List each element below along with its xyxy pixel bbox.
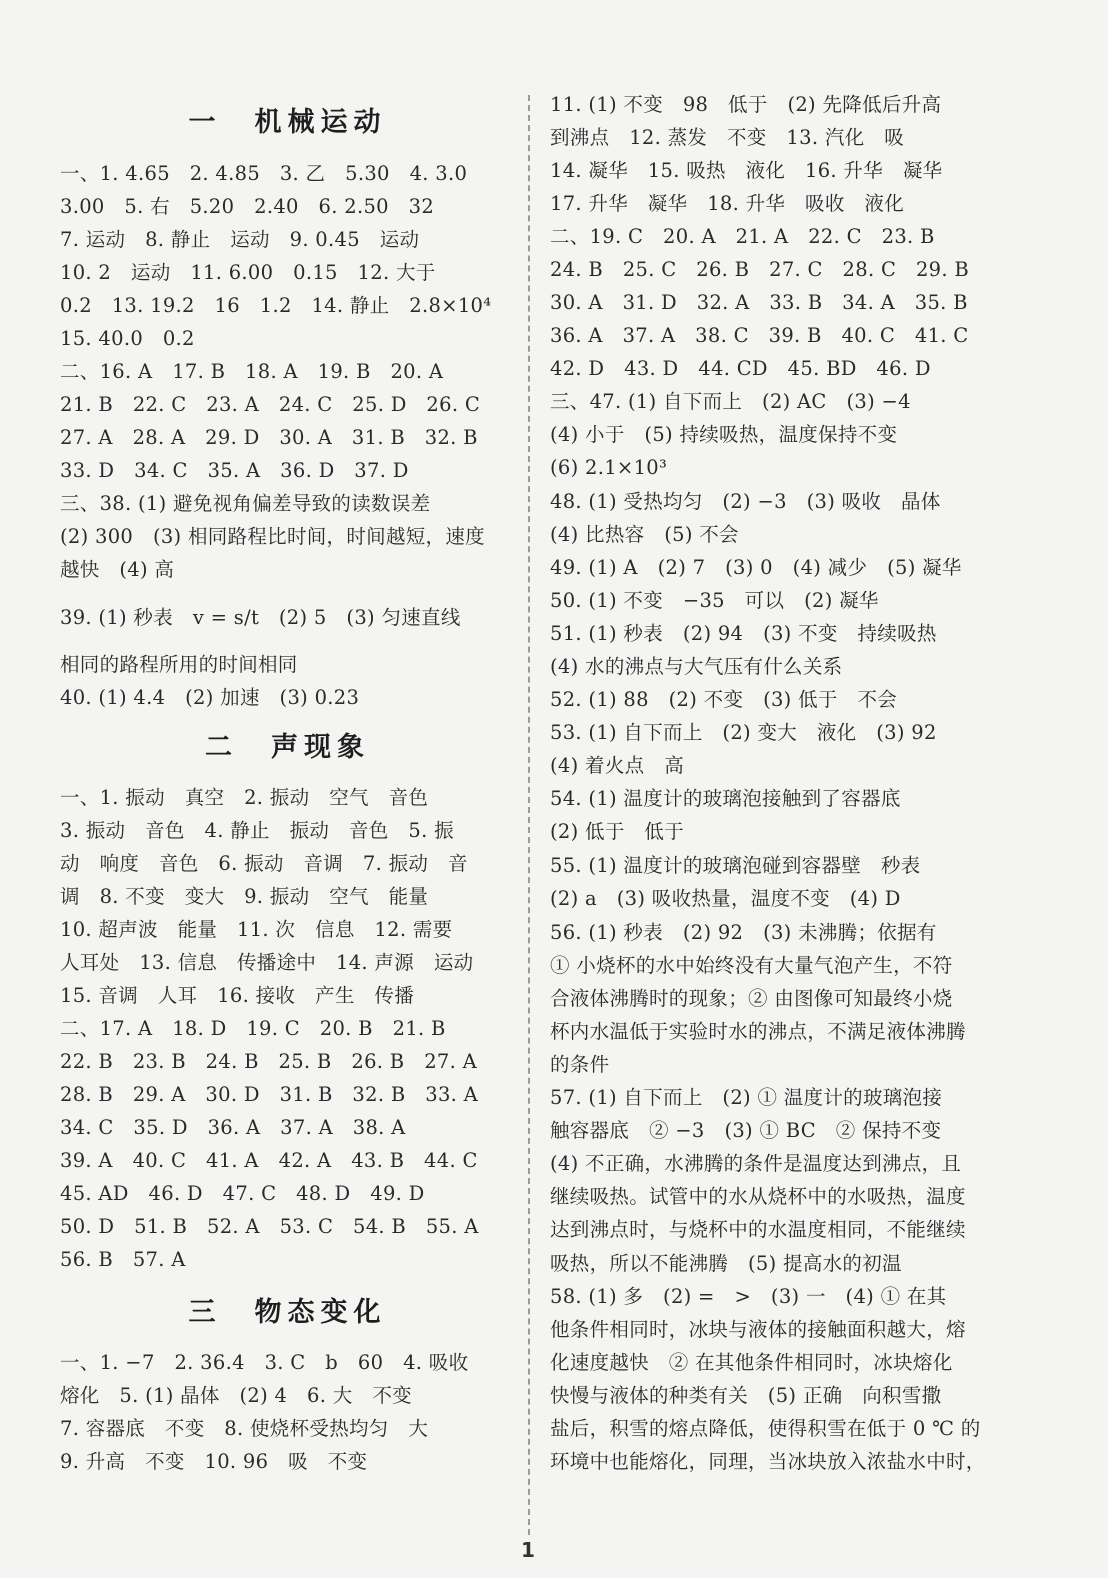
answer-line: 57. (1) 自下而上 (2) ① 温度计的玻璃泡接	[550, 1086, 943, 1109]
section-title-mechanical-motion: 一 机械运动	[188, 107, 387, 138]
answer-line: 三、38. (1) 避免视角偏差导致的读数误差	[60, 492, 431, 515]
answer-line: 15. 音调 人耳 16. 接收 产生 传播	[60, 984, 415, 1007]
answer-line: 10. 2 运动 11. 6.00 0.15 12. 大于	[60, 261, 436, 284]
page-number: 1	[521, 1538, 535, 1562]
column-divider	[528, 95, 530, 1535]
answer-line: 10. 超声波 能量 11. 次 信息 12. 需要	[60, 918, 453, 941]
answer-line: 22. B 23. B 24. B 25. B 26. B 27. A	[60, 1050, 477, 1073]
answer-line: 一、1. −7 2. 36.4 3. C b 60 4. 吸收	[60, 1351, 469, 1374]
answer-line: 快慢与液体的种类有关 (5) 正确 向积雪撒	[550, 1384, 942, 1407]
answer-line: 一、1. 振动 真空 2. 振动 空气 音色	[60, 786, 429, 809]
answer-line: 50. D 51. B 52. A 53. C 54. B 55. A	[60, 1215, 479, 1238]
answer-line: 环境中也能熔化，同理，当冰块放入浓盐水中时，	[550, 1450, 986, 1473]
answer-line: (4) 不正确，水沸腾的条件是温度达到沸点，且	[550, 1152, 962, 1175]
answer-line: 触容器底 ② −3 (3) ① BC ② 保持不变	[550, 1119, 942, 1142]
answer-line: 49. (1) A (2) 7 (3) 0 (4) 减少 (5) 凝华	[550, 556, 962, 579]
answer-line: 21. B 22. C 23. A 24. C 25. D 26. C	[60, 393, 481, 416]
answer-line: 越快 (4) 高	[60, 558, 175, 581]
answer-line: 他条件相同时，冰块与液体的接触面积越大，熔	[550, 1318, 966, 1341]
answer-line: 17. 升华 凝华 18. 升华 吸收 液化	[550, 192, 905, 215]
answer-line: (4) 水的沸点与大气压有什么关系	[550, 655, 843, 678]
answer-line: 11. (1) 不变 98 低于 (2) 先降低后升高	[550, 93, 942, 116]
answer-line: (4) 小于 (5) 持续吸热，温度保持不变	[550, 423, 898, 446]
answer-line: 55. (1) 温度计的玻璃泡碰到容器壁 秒表	[550, 854, 921, 877]
answer-line: 58. (1) 多 (2) = > (3) 一 (4) ① 在其	[550, 1285, 947, 1308]
answer-line: 45. AD 46. D 47. C 48. D 49. D	[60, 1182, 425, 1205]
answer-line: 9. 升高 不变 10. 96 吸 不变	[60, 1450, 368, 1473]
answer-line: 27. A 28. A 29. D 30. A 31. B 32. B	[60, 426, 478, 449]
answer-line: 0.2 13. 19.2 16 1.2 14. 静止 2.8×10⁴	[60, 294, 492, 317]
answer-line: 24. B 25. C 26. B 27. C 28. C 29. B	[550, 258, 970, 281]
answer-line: 继续吸热。试管中的水从烧杯中的水吸热，温度	[550, 1185, 966, 1208]
answer-line: 熔化 5. (1) 晶体 (2) 4 6. 大 不变	[60, 1384, 412, 1407]
answer-line: (2) a (3) 吸收热量，温度不变 (4) D	[550, 887, 901, 910]
answer-line: 53. (1) 自下而上 (2) 变大 液化 (3) 92	[550, 721, 937, 744]
answer-line: 52. (1) 88 (2) 不变 (3) 低于 不会	[550, 688, 898, 711]
answer-line: 7. 容器底 不变 8. 使烧杯受热均匀 大	[60, 1417, 429, 1440]
answer-line: 达到沸点时，与烧杯中的水温度相同，不能继续	[550, 1218, 966, 1241]
answer-line: 30. A 31. D 32. A 33. B 34. A 35. B	[550, 291, 968, 314]
answer-line: 人耳处 13. 信息 传播途中 14. 声源 运动	[60, 951, 474, 974]
answer-line: 杯内水温低于实验时水的沸点，不满足液体沸腾	[550, 1020, 966, 1043]
answer-line: (2) 300 (3) 相同路程比时间，时间越短，速度	[60, 525, 485, 548]
answer-line: (2) 低于 低于	[550, 820, 685, 843]
answer-line: 的条件	[550, 1053, 610, 1076]
answer-line: 二、19. C 20. A 21. A 22. C 23. B	[550, 225, 935, 248]
answer-line: 50. (1) 不变 −35 可以 (2) 凝华	[550, 589, 879, 612]
answer-line: 39. A 40. C 41. A 42. A 43. B 44. C	[60, 1149, 478, 1172]
answer-line: 到沸点 12. 蒸发 不变 13. 汽化 吸	[550, 126, 905, 149]
answer-line: 二、16. A 17. B 18. A 19. B 20. A	[60, 360, 444, 383]
answer-line: (4) 着火点 高	[550, 754, 685, 777]
answer-line: 14. 凝华 15. 吸热 液化 16. 升华 凝华	[550, 159, 943, 182]
answer-line: 34. C 35. D 36. A 37. A 38. A	[60, 1116, 406, 1139]
answer-line: (4) 比热容 (5) 不会	[550, 523, 739, 546]
answer-line: 28. B 29. A 30. D 31. B 32. B 33. A	[60, 1083, 479, 1106]
answer-line: 15. 40.0 0.2	[60, 327, 195, 350]
answer-line: 54. (1) 温度计的玻璃泡接触到了容器底	[550, 787, 901, 810]
answer-line: 合液体沸腾时的现象；② 由图像可知最终小烧	[550, 987, 953, 1010]
answer-line: 3. 振动 音色 4. 静止 振动 音色 5. 振	[60, 819, 454, 842]
answer-line: 3.00 5. 右 5.20 2.40 6. 2.50 32	[60, 195, 435, 218]
section-title-state-change: 三 物态变化	[188, 1297, 387, 1328]
answer-line: 三、47. (1) 自下而上 (2) AC (3) −4	[550, 390, 911, 413]
answer-line: 化速度越快 ② 在其他条件相同时，冰块熔化	[550, 1351, 953, 1374]
answer-line: 48. (1) 受热均匀 (2) −3 (3) 吸收 晶体	[550, 490, 941, 513]
answer-line: 40. (1) 4.4 (2) 加速 (3) 0.23	[60, 686, 360, 709]
answer-line: 51. (1) 秒表 (2) 94 (3) 不变 持续吸热	[550, 622, 937, 645]
answer-line: ① 小烧杯的水中始终没有大量气泡产生，不符	[550, 954, 953, 977]
answer-line: 相同的路程所用的时间相同	[60, 653, 298, 676]
answer-line: 36. A 37. A 38. C 39. B 40. C 41. C	[550, 324, 969, 347]
answer-line: 吸热，所以不能沸腾 (5) 提高水的初温	[550, 1252, 902, 1275]
answer-line: 42. D 43. D 44. CD 45. BD 46. D	[550, 357, 931, 380]
answer-line: 56. (1) 秒表 (2) 92 (3) 未沸腾；依据有	[550, 921, 937, 944]
answer-line: 7. 运动 8. 静止 运动 9. 0.45 运动	[60, 228, 420, 251]
answer-line: 调 8. 不变 变大 9. 振动 空气 能量	[60, 885, 429, 908]
answer-line-formula: 39. (1) 秒表 v = s/t (2) 5 (3) 匀速直线	[60, 606, 461, 629]
answer-line: 盐后，积雪的熔点降低，使得积雪在低于 0 ℃ 的	[550, 1417, 981, 1440]
answer-line: 动 响度 音色 6. 振动 音调 7. 振动 音	[60, 852, 468, 875]
section-title-sound: 二 声现象	[205, 732, 370, 763]
answer-line: 一、1. 4.65 2. 4.85 3. 乙 5.30 4. 3.0	[60, 162, 468, 185]
answer-line: (6) 2.1×10³	[550, 456, 668, 479]
answer-line: 二、17. A 18. D 19. C 20. B 21. B	[60, 1017, 446, 1040]
answer-line: 33. D 34. C 35. A 36. D 37. D	[60, 459, 409, 482]
answer-line: 56. B 57. A	[60, 1248, 186, 1271]
